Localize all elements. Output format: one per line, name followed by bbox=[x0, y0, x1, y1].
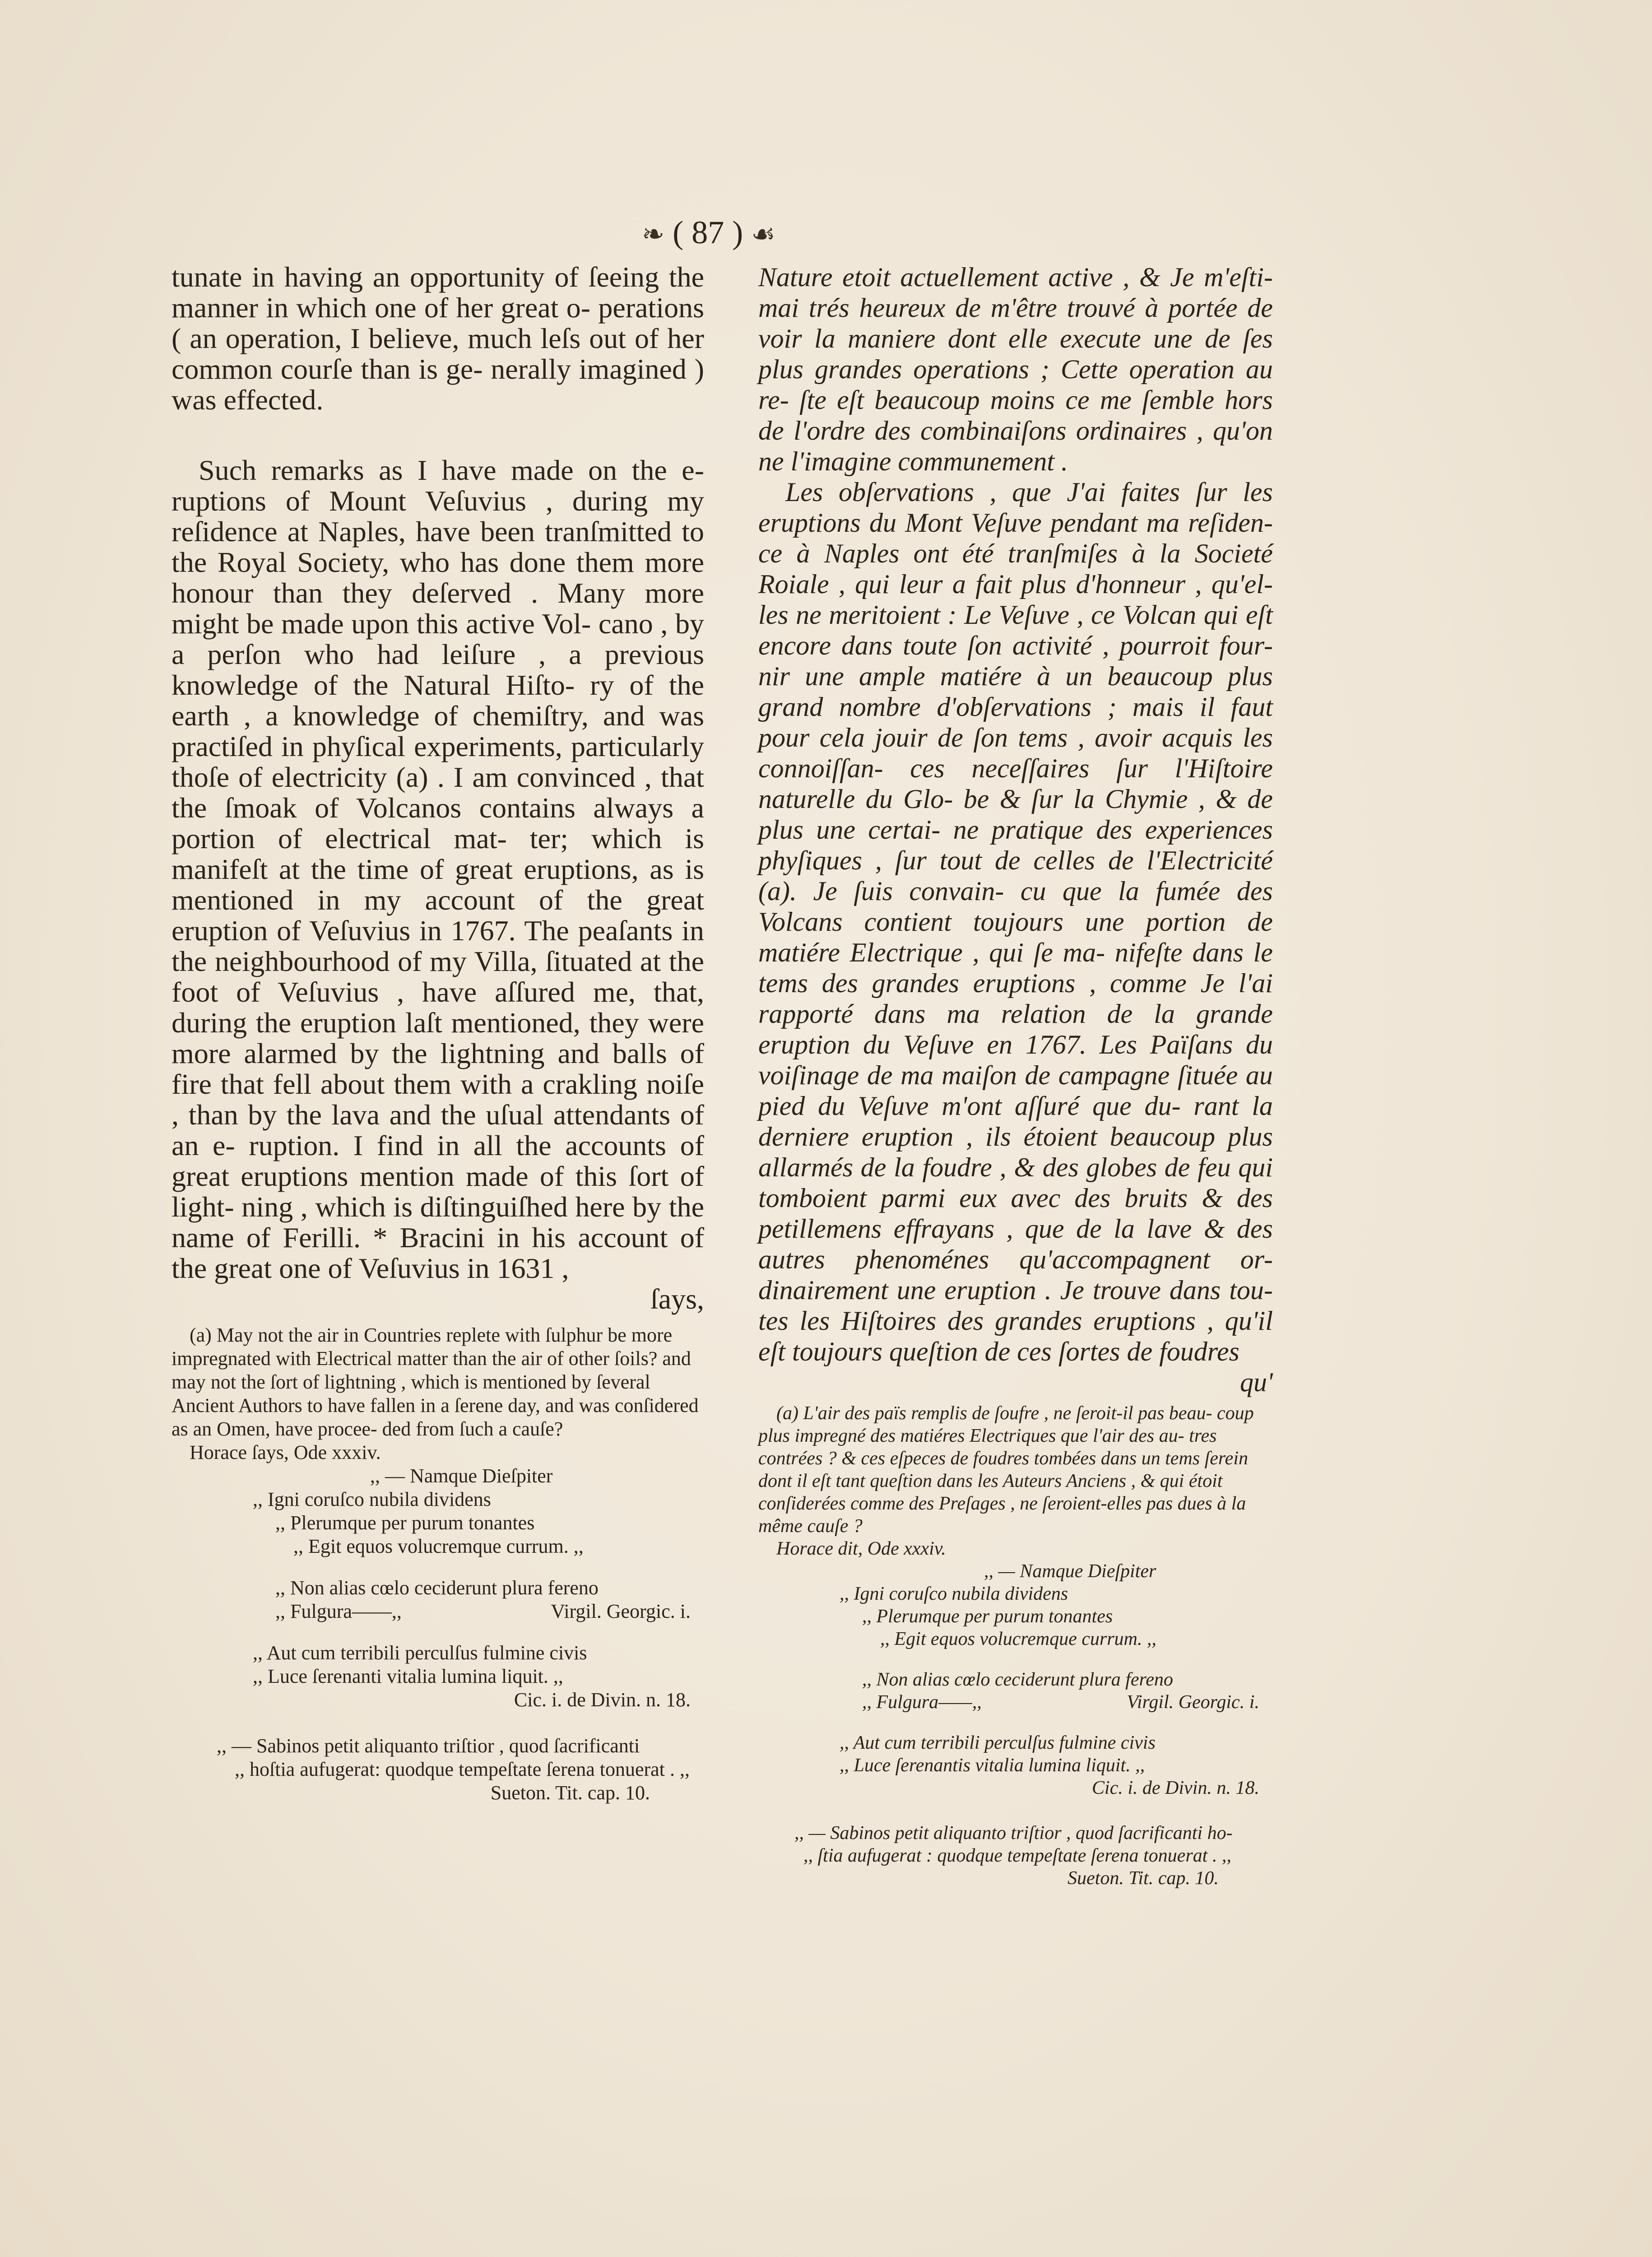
english-verse-7: ,, Aut cum terribili perculſus fulmine civis bbox=[253, 1642, 587, 1664]
ornament-left-icon: ❧ bbox=[641, 219, 665, 249]
english-verse-2: ,, Igni coruſco nubila dividens bbox=[253, 1488, 491, 1510]
english-catchword: ſays, bbox=[650, 1283, 704, 1315]
french-verse-4: ,, Egit equos volucremque currum. ,, bbox=[880, 1629, 1156, 1649]
english-verse-6-cite: Virgil. Georgic. i. bbox=[551, 1600, 691, 1622]
ornament-right-icon: ☙ bbox=[751, 219, 776, 249]
french-verse-2: ,, Igni coruſco nubila dividens bbox=[840, 1584, 1068, 1604]
english-verse-8: ,, Luce ſerenanti vitalia lumina liquit. ,, bbox=[253, 1665, 563, 1687]
french-verse-10-cite: Sueton. Tit. cap. 10. bbox=[1067, 1868, 1219, 1889]
english-verse-3: ,, Plerumque per purum tonantes bbox=[275, 1512, 535, 1534]
french-verse-6: ,, Fulgura——,, bbox=[862, 1692, 982, 1713]
french-paragraph-2: Les obſervations , que J'ai faites ſur les eruptions du Mont Veſuve pendant ma reſiden- ce à Naples ont été tranſmiſes à la Societé Roiale , qui leur a fait plus d'honneur , qu'el- les ne meritoient : Le Veſuve , ce Volcan qui eſt encore dans toute ſon activité , pourroit four- nir une ample matiére à un beaucoup plus grand nombre d'obſervations ; mais il faut pour cela jouir de ſon tems , avoir acquis les connoiſſan- ces neceſſaires ſur l'Hiſtoire naturelle du Glo- be & ſur la Chymie , & de plus une certai- ne pratique des experiences phyſiques , ſur tout de celles de l'Electricité (a). Je ſuis convain- cu que la fumée des Volcans contient toujours une portion de matiére Electrique , qui ſe ma- nifeſte dans le tems des grandes eruptions , comme Je l'ai rapporté dans ma relation de la grande eruption du Veſuve en 1767. Les Païſans du voiſinage de ma maiſon de campagne ſituée au pied du Veſuve m'ont aſſuré que du- rant la derniere eruption , ils étoient beaucoup plus allarmés de la foudre , & des globes de feu qui tomboient parmi eux avec des bruits & des petillemens effrayans , que de la lave & des autres phenoménes qu'accompagnent or- dinairement une eruption . Je trouve dans tou- tes les Hiſtoires des grandes eruptions , qu'il eſt toujours queſtion de ces ſortes de foudres bbox=[758, 477, 1273, 1366]
english-verse-6-row bbox=[172, 1600, 704, 1623]
english-verse-5: ,, Non alias cœlo ceciderunt plura fereno bbox=[275, 1577, 599, 1599]
english-footnote-horace: Horace ſays, Ode xxxiv. bbox=[190, 1441, 381, 1463]
french-footnote: (a) L'air des païs remplis de ſoufre , ne ſeroit-il pas beau- coup plus impregné des matiéres Electriques que l'air des au- tres contrées ? & ces eſpeces de foudres tombées dans un tems ſerein dont il eſt tant queſtion dans les Auteurs Anciens , & qui étoit conſiderées comme des Preſages , ne ſeroient-elles pas dues à la même cauſe ? bbox=[758, 1403, 1254, 1537]
french-footnote-horace: Horace dit, Ode xxxiv. bbox=[776, 1538, 946, 1559]
english-verse-1: ,, — Namque Dieſpiter bbox=[370, 1465, 553, 1487]
french-verse-5: ,, Non alias cœlo ceciderunt plura fereno bbox=[862, 1669, 1174, 1690]
page-number: ( 87 ) bbox=[673, 214, 743, 251]
page-header bbox=[618, 212, 799, 253]
english-column bbox=[172, 262, 704, 1805]
english-paragraph-1: tunate in having an opportunity of ſeeing the manner in which one of her great o- perations ( an operation, I believe, much leſs out of her common courſe than is ge- nerally imagined ) was effected. bbox=[172, 261, 704, 416]
french-verse-3: ,, Plerumque per purum tonantes bbox=[862, 1606, 1113, 1627]
english-verse-4: ,, Egit equos volucremque currum. ,, bbox=[293, 1535, 584, 1557]
english-verse-9: ,, — Sabinos petit aliquanto triſtior , quod ſacrificanti bbox=[217, 1735, 640, 1757]
french-verse-6-cite: Virgil. Georgic. i. bbox=[1127, 1692, 1259, 1713]
french-catchword: qu' bbox=[1240, 1367, 1273, 1397]
french-verse-8: ,, Luce ſerenantis vitalia lumina liquit. ,, bbox=[840, 1755, 1145, 1776]
french-verse-9: ,, — Sabinos petit aliquanto triſtior , quod ſacrificanti ho- bbox=[794, 1823, 1233, 1844]
french-verse-7: ,, Aut cum terribili perculſus fulmine civis bbox=[840, 1732, 1155, 1753]
english-footnote: (a) May not the air in Countries replete with ſulphur be more impregnated with Electrical matter than the air of other ſoils? and may not the ſort of lightning , which is mentioned by ſeveral Ancient Authors to have fallen in a ſerene day, and was conſidered as an Omen, have procee- ded from ſuch a cauſe? bbox=[172, 1324, 699, 1440]
english-verse-8-cite: Cic. i. de Divin. n. 18. bbox=[514, 1689, 691, 1711]
french-column bbox=[758, 262, 1273, 1890]
english-verse-10: ,, hoſtia aufugerat: quodque tempeſtate ſerena tonuerat . ,, bbox=[235, 1758, 690, 1780]
french-paragraph-1: Nature etoit actuellement active , & Je m'eſti- mai trés heureux de m'être trouvé à portée de voir la maniere dont elle execute une de ſes plus grandes operations ; Cette operation au re- ſte eſt beaucoup moins ce me ſemble hors de l'ordre des combinaiſons ordinaires , qu'on ne l'imagine communement . bbox=[758, 262, 1273, 476]
french-verse-6-row bbox=[758, 1691, 1273, 1714]
english-paragraph-2: Such remarks as I have made on the e- ruptions of Mount Veſuvius , during my reſidence at Naples, have been tranſmitted to the Royal Society, who has done them more honour than they deſerved . Many more might be made upon this active Vol- cano , by a perſon who had leiſure , a previous knowledge of the Natural Hiſto- ry of the earth , a knowledge of chemiſtry, and was practiſed in phyſical experiments, particularly thoſe of electricity (a) . I am convinced , that the ſmoak of Volcanos contains always a portion of electrical mat- ter; which is manifeſt at the time of great eruptions, as is mentioned in my account of the great eruption of Veſuvius in 1767. The peaſants in the neighbourhood of my Villa, ſituated at the foot of Veſuvius , have aſſured me, that, during the eruption laſt mentioned, they were more alarmed by the lightning and balls of fire that fell about them with a crakling noiſe , than by the lava and the uſual attendants of an e- ruption. I find in all the accounts of great eruptions mention made of this ſort of light- ning , which is diſtinguiſhed here by the name of Ferilli. * Bracini in his account of the great one of Veſuvius in 1631 , bbox=[172, 454, 704, 1284]
english-verse-10-cite: Sueton. Tit. cap. 10. bbox=[490, 1782, 650, 1804]
french-verse-8-cite: Cic. i. de Divin. n. 18. bbox=[1092, 1778, 1259, 1798]
french-verse-10: ,, ſtia aufugerat : quodque tempeſtate ſerena tonuerat . ,, bbox=[803, 1845, 1231, 1866]
french-verse-1: ,, — Namque Dieſpiter bbox=[984, 1561, 1156, 1582]
english-verse-6: ,, Fulgura——,, bbox=[275, 1600, 402, 1622]
